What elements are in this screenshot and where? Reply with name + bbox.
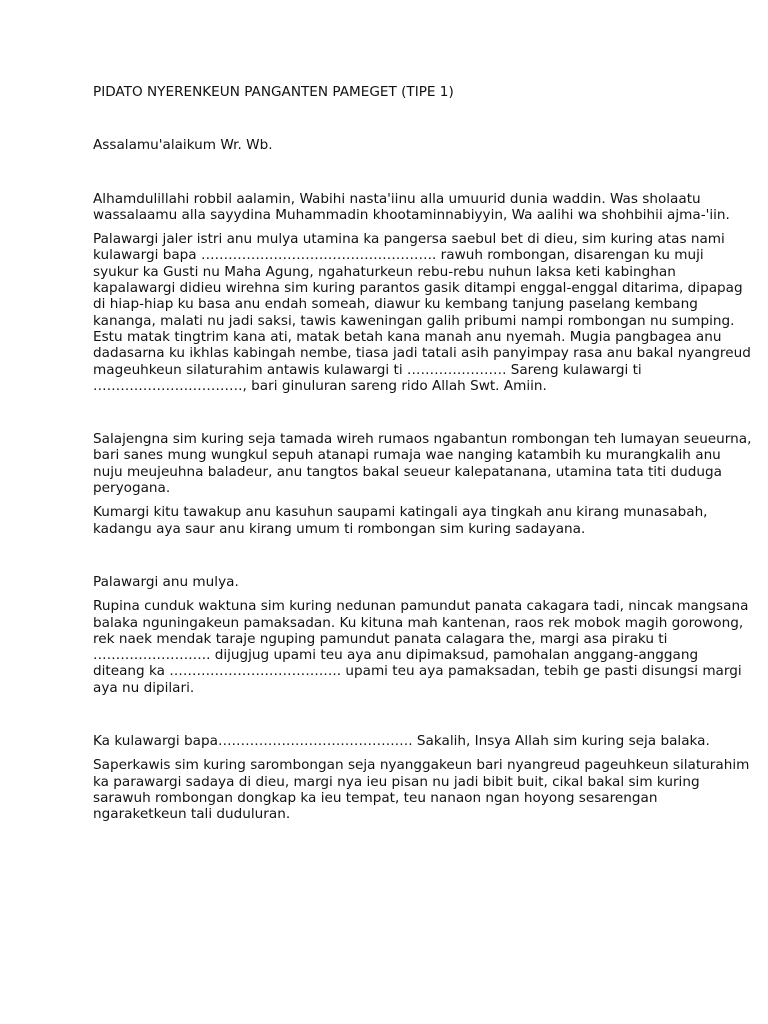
paragraph-opening-prayer: Alhamdulillahi robbil aalamin, Wabihi nasta'iinu alla umuurid dunia waddin. Was sholaatu wassalaamu alla sayydina Muhammadin khootaminnabiyyin, Wa aalihi wa shohbihii ajma-'iin. xyxy=(93,190,730,223)
paragraph-silaturahim: Saperkawis sim kuring sarombongan seja nyanggakeun bari nyangreud pageuhkeun silaturahim ka parawargi sadaya di dieu, margi nya ieu pisan nu jadi bibit buit, cikal bakal sim kuring sarawuh rombongan dongkap ka ieu tempat, teu nanaon ngan hoyong sesarengan ngaraketkeun tali duduluran. xyxy=(93,757,750,823)
document-title: PIDATO NYERENKEUN PANGANTEN PAMEGET (TIPE 1) xyxy=(93,84,454,100)
paragraph-purpose: Rupina cunduk waktuna sim kuring nedunan pamundut panata cakagara tadi, nincak mangsana balaka nguningakeun pamaksadan. Ku kituna mah kantenan, raos rek mobok magih gorowong, rek naek mendak taraje nguping pamundut panata calagara the, margi asa piraku ti …………………….. dijugjug upami teu aya anu dipimaksud, pamohalan anggang-anggang diteang ka ……………………………….. upami teu aya pamaksadan, tebih ge pasti disungsi margi aya nu dipilari. xyxy=(93,598,749,696)
paragraph-greeting-thanks: Palawargi jaler istri anu mulya utamina ka pangersa saebul bet di dieu, sim kuring atas nami kulawargi bapa ……………………………………………. rawuh rombongan, disarengan ku muji syukur ka Gusti nu Maha Agung, ngahaturkeun rebu-rebu nuhun laksa keti kabinghan kapalawargi didieu wirehna sim kuring parantos gasik ditampi enggal-enggal ditarima, dipapag di hiap-hiap ku basa anu endah someah, diawur ku kembang tanjung paselang kembang kananga, malati nu jadi saksi, tawis kaweningan galih pribumi nampi rombongan nu sumping. Estu matak tingtrim kana ati, matak betah kana manah anu nyemah. Mugia pangbagea anu dadasarna ku ikhlas kabingah nembe, tiasa jadi tatali asih panyimpay rasa anu bakal nyangreud mageuhkeun silaturahim antawis kulawargi ti …………………. Sareng kulawargi ti ……………………………, bari ginuluran sareng rido Allah Swt. Amiin. xyxy=(93,231,751,394)
paragraph-address: Palawargi anu mulya. xyxy=(93,573,239,590)
document-page xyxy=(93,84,753,823)
paragraph-apology-rombongan: Salajengna sim kuring seja tamada wireh rumaos ngabantun rombongan teh lumayan seueurna, bari sanes mung wungkul sepuh atanapi rumaja wae nanging katambih ku murangkalih anu nuju meujeuhna baladeur, anu tangtos bakal seueur kalepatanana, utamina tata titi duduga peryogana. xyxy=(93,431,752,497)
paragraph-forgiveness: Kumargi kitu tawakup anu kasuhun saupami katingali aya tingkah anu kirang munasabah, kadangu aya saur anu kirang umum ti rombongan sim kuring sadayana. xyxy=(93,504,708,537)
salutation: Assalamu'alaikum Wr. Wb. xyxy=(93,137,273,154)
paragraph-balaka: Ka kulawargi bapa……………………………………. Sakalih, Insya Allah sim kuring seja balaka. xyxy=(93,733,710,750)
